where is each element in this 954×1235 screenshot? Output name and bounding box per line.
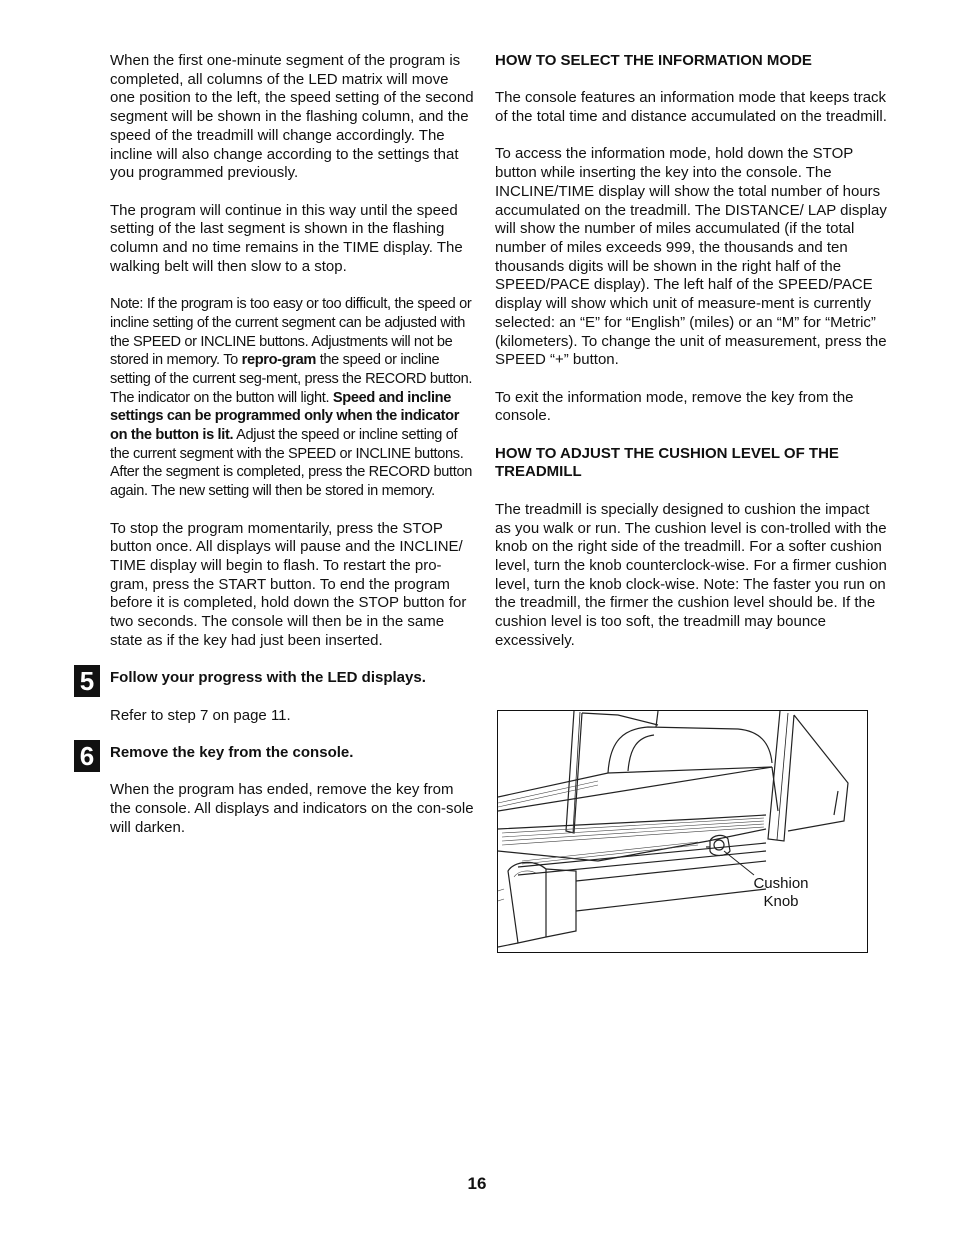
- step-5: [79, 666, 475, 725]
- note-text-c: the speed or incline setting of the current seg-ment, press the RECORD button. The indicator on the button will light.: [110, 352, 473, 406]
- treadmill-line-drawing: [498, 711, 868, 953]
- cushion-knob-label-line1: Cushion: [753, 875, 809, 892]
- step-6: [79, 740, 475, 838]
- treadmill-illustration: [497, 710, 868, 953]
- information-mode-intro: The console features an information mode that keeps track of the total time and distance accumulated on the treadmill.: [495, 89, 887, 126]
- step-5-title: Follow your progress with the LED displays.: [110, 669, 426, 687]
- left-column: [79, 52, 475, 856]
- stop-program-paragraph: To stop the program momentarily, press the STOP button once. All displays will pause and the INCLINE/ TIME display will begin to flash. To restart the pro-gram, press the START button. To end the program before it is completed, hold down the STOP button for two seconds. The console will then be in the same state as if the key had just been inserted.: [110, 519, 467, 649]
- information-mode-exit: To exit the information mode, remove the key from the console.: [495, 388, 854, 425]
- program-continue-paragraph: The program will continue in this way until the speed setting of the last segment is shown in the flashing column and no time remains in the TIME display. The walking belt will then slow to a stop.: [110, 201, 463, 275]
- cushion-level-paragraph: The treadmill is specially designed to cushion the impact as you walk or run. The cushion level is con-trolled with the knob on the right side of the treadmill. For a softer cushion level, turn the knob counterclock-wise. For a firmer cushion level, turn the knob clock-wise. Note: The faster you run on the treadmill, the firmer the cushion level should be. If the cushion level is too soft, the treadmill may bounce: [495, 500, 887, 631]
- program-note-paragraph: [110, 295, 475, 501]
- information-mode-access: To access the information mode, hold down the STOP button while inserting the key into the console. The INCLINE/TIME display will show the total number of hours accumulated on the treadmill. The DISTANCE/ LAP display will show the number of miles accumulated (if the total number of miles exceeds 999, the thousands and ten thousands digits will be shown in the right half of the SPEED/PACE display). The left half of the SPEED/PACE display will show which unit of measure-ment is currently selected: an “E” for “English” (miles) or an “M” for “Metric” (kilometers). To change the unit of measurement, press the SPEED “+” button.: [495, 145, 887, 369]
- step-5-number: 5: [74, 665, 100, 697]
- cushion-knob-label: [736, 875, 826, 911]
- information-mode-heading: HOW TO SELECT THE INFORMATION MODE: [495, 52, 812, 69]
- right-column: [495, 52, 887, 669]
- note-text-bold-warning: Speed and incline settings can be programmed only when the indicator on the button is lit.: [110, 389, 460, 444]
- program-segment-paragraph: When the first one-minute segment of the program is completed, all columns of the LED matrix will move one position to the left, the speed setting of the second segment will be shown in the flashing column, and the speed of the treadmill will change accordingly. The incline will also change according to the settings that you programmed previously.: [110, 52, 474, 182]
- step-6-number: 6: [74, 740, 100, 772]
- cushion-level-heading: HOW TO ADJUST THE CUSHION LEVEL OF THE TREADMILL: [495, 444, 839, 481]
- page-number: 16: [467, 1174, 487, 1193]
- note-text-a: Note: If the program is too easy or too difficult, the speed or incline setting of the current segment can be adjusted with the SPEED or INCLINE buttons. Adjustments will not be stored in memory. To: [110, 296, 472, 369]
- step-5-text: Refer to step 7 on page 11.: [110, 706, 291, 724]
- step-6-text: When the program has ended, remove the key from the console. All displays and indicators on the con-sole will darken.: [110, 781, 474, 836]
- note-text-bold-reprogram: repro-gram: [241, 352, 316, 369]
- step-6-title: Remove the key from the console.: [110, 743, 354, 761]
- cushion-knob-label-line2: Knob: [763, 893, 799, 910]
- note-text-e: Adjust the speed or incline setting of the current segment with the SPEED or INCLINE buttons. After the segment is completed, press the RECORD button again. The new setting will then be stored in memory.: [110, 427, 472, 500]
- cushion-level-paragraph-end: excessively.: [495, 631, 575, 649]
